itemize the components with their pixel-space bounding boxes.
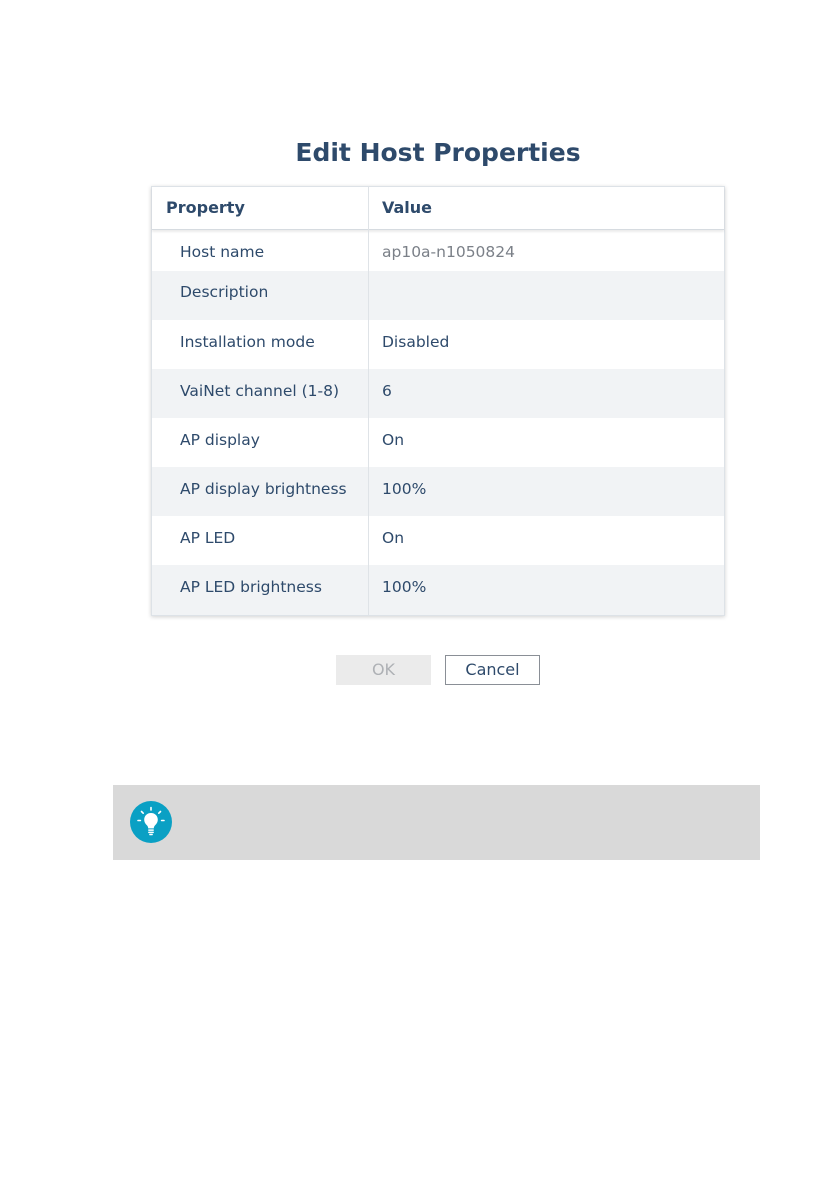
- ap-led-value[interactable]: On: [382, 529, 405, 547]
- property-label: AP display: [180, 431, 260, 449]
- ap-led-brightness-value[interactable]: 100%: [382, 578, 427, 596]
- property-label: AP display brightness: [180, 480, 347, 498]
- vainet-channel-value[interactable]: 6: [382, 382, 392, 400]
- ap-display-value[interactable]: On: [382, 431, 405, 449]
- cancel-button[interactable]: Cancel: [445, 655, 540, 685]
- property-label: VaiNet channel (1-8): [180, 382, 340, 400]
- header-property: Property: [166, 198, 245, 217]
- installation-mode-value[interactable]: Disabled: [382, 333, 450, 351]
- ok-button[interactable]: OK: [336, 655, 431, 685]
- table-row-installation-mode[interactable]: [152, 320, 724, 369]
- property-label: Host name: [180, 243, 265, 261]
- property-label: AP LED brightness: [180, 578, 322, 596]
- table-row-vainet-channel[interactable]: [152, 369, 724, 418]
- table-row-ap-display-brightness[interactable]: [152, 467, 724, 516]
- table-row-ap-led[interactable]: [152, 516, 724, 565]
- tip-box: [113, 785, 760, 860]
- host-properties-table: [151, 186, 725, 616]
- table-row-description[interactable]: [152, 271, 724, 320]
- property-label: Description: [180, 283, 269, 301]
- header-value: Value: [382, 198, 433, 217]
- table-header: [152, 187, 724, 230]
- lightbulb-icon: [130, 801, 172, 843]
- column-divider: [368, 187, 369, 615]
- table-row-ap-display[interactable]: [152, 418, 724, 467]
- host-name-value[interactable]: ap10a-n1050824: [382, 243, 516, 261]
- dialog-title: Edit Host Properties: [295, 138, 581, 167]
- ap-display-brightness-value[interactable]: 100%: [382, 480, 427, 498]
- table-row-ap-led-brightness[interactable]: [152, 565, 724, 615]
- property-label: Installation mode: [180, 333, 315, 351]
- property-label: AP LED: [180, 529, 236, 547]
